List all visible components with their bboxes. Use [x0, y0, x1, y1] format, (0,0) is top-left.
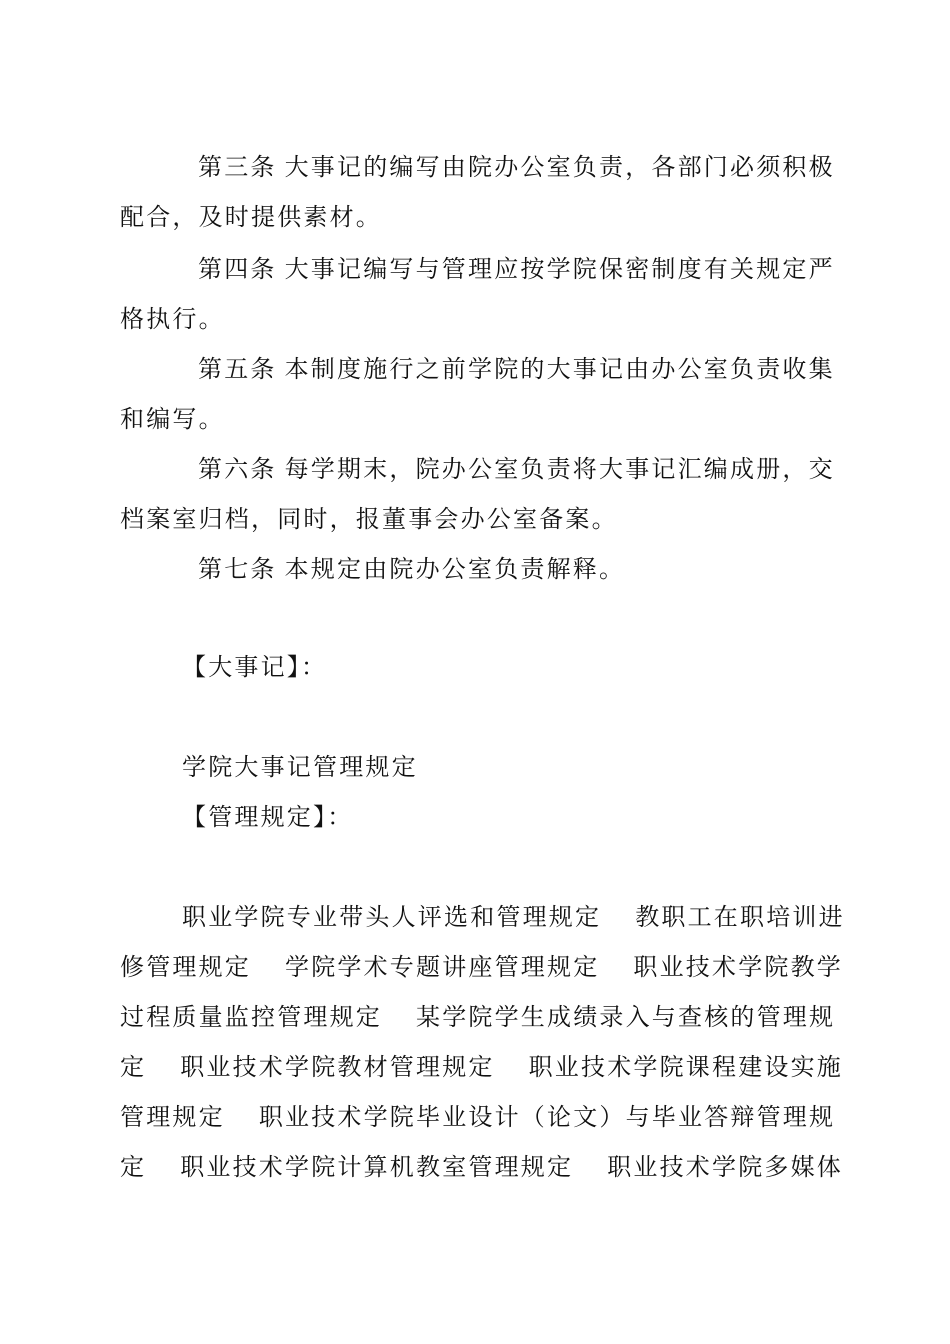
section-tag-events: 【大事记】：: [182, 653, 328, 681]
related-link[interactable]: 职业技术学院教学: [633, 953, 844, 981]
article-text: 每学期末，院办公室负责将大事记汇编成册，交: [284, 455, 835, 483]
article-6-line-1: [198, 454, 918, 484]
article-text: 本制度施行之前学院的大事记由办公室负责收集: [284, 355, 835, 383]
article-7-line-1: [198, 554, 918, 584]
related-link[interactable]: 修管理规定: [120, 953, 251, 981]
article-number: 第四条: [198, 255, 277, 283]
doc-title: 学院大事记管理规定: [182, 753, 418, 781]
related-link[interactable]: 教职工在职培训进: [635, 903, 845, 931]
article-4-line-1: [198, 254, 918, 284]
article-text: 本规定由院办公室负责解释。: [284, 555, 626, 583]
article-text: 大事记的编写由院办公室负责，各部门必须积极: [284, 153, 835, 181]
related-list-line-3: [120, 1002, 840, 1032]
article-5-line-1: [198, 354, 918, 384]
related-link[interactable]: 职业技术学院课程建设实施: [528, 1053, 844, 1081]
related-link[interactable]: 学院学术专题讲座管理规定: [285, 953, 600, 981]
article-number: 第五条: [198, 355, 277, 383]
related-link[interactable]: 职业技术学院毕业设计（论文）与毕业答辩管理规: [258, 1103, 836, 1131]
article-number: 第七条: [198, 555, 277, 583]
article-3-line-2: 配合，及时提供素材。: [120, 203, 382, 231]
section-tag-regulations: 【管理规定】：: [182, 803, 354, 831]
related-list-line-1: [182, 902, 902, 932]
related-list-line-4: [120, 1052, 844, 1082]
related-link[interactable]: 定: [120, 1053, 147, 1081]
related-link[interactable]: 职业技术学院多媒体: [607, 1153, 844, 1181]
related-link[interactable]: 职业技术学院教材管理规定: [180, 1053, 495, 1081]
related-link[interactable]: 管理规定: [120, 1103, 225, 1131]
article-4-line-2: 格执行。: [120, 305, 225, 333]
related-link[interactable]: 某学院学生成绩录入与查核的管理规: [416, 1003, 836, 1031]
article-number: 第三条: [198, 153, 277, 181]
related-link[interactable]: 过程质量监控管理规定: [120, 1003, 382, 1031]
article-3-line-1: [198, 152, 918, 182]
article-number: 第六条: [198, 455, 277, 483]
related-list-line-5: [120, 1102, 840, 1132]
article-5-line-2: 和编写。: [120, 405, 225, 433]
related-list-line-6: [120, 1152, 844, 1182]
related-link[interactable]: 职业技术学院计算机教室管理规定: [180, 1153, 574, 1181]
related-list-line-2: [120, 952, 844, 982]
article-6-line-2: 档案室归档，同时，报董事会办公室备案。: [120, 505, 618, 533]
article-text: 大事记编写与管理应按学院保密制度有关规定严: [284, 255, 835, 283]
related-link[interactable]: 定: [120, 1153, 147, 1181]
related-link[interactable]: 职业学院专业带头人评选和管理规定: [182, 903, 602, 931]
